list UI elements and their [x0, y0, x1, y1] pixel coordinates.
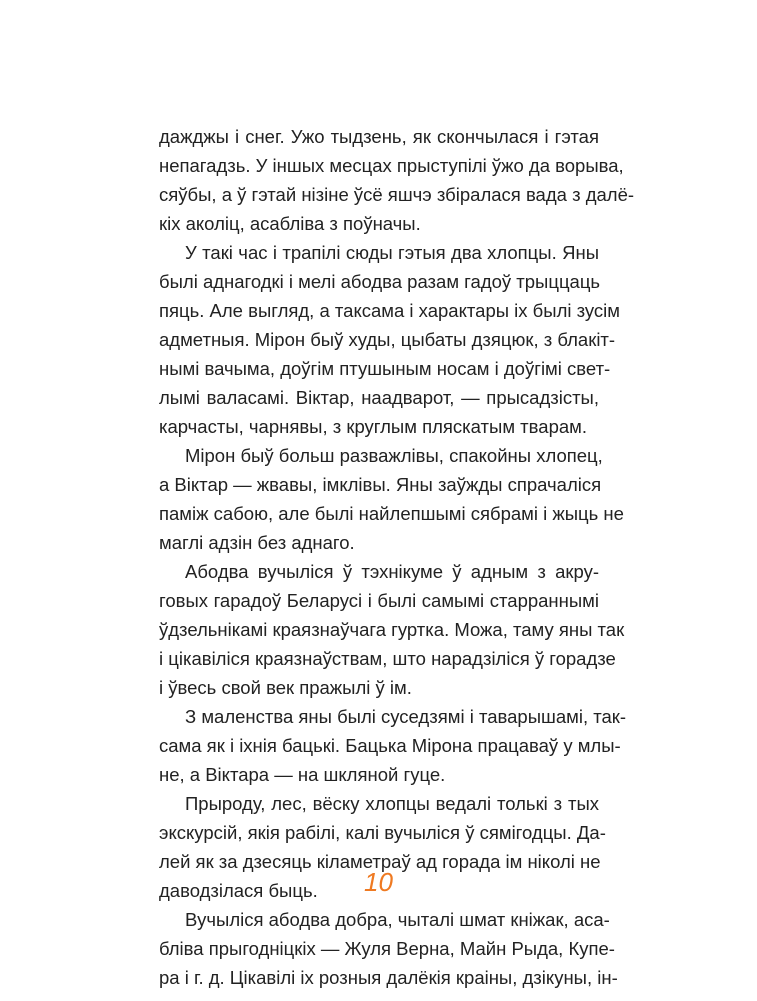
- text-line: непагадзь. У іншых месцах прыступілі ўжо да ворыва,: [159, 155, 624, 176]
- text-line: а Віктар — жвавы, імклівы. Яны заўжды спрачаліся: [159, 474, 602, 495]
- text-line: нымі вачыма, доўгім птушыным носам і доўгімі свет-: [159, 358, 611, 379]
- text-line: бліва прыгодніцкіх — Жуля Верна, Майн Рыда, Купе-: [159, 938, 615, 959]
- text-line: лей як за дзесяць кіламетраў ад горада ім ніколі не: [159, 851, 601, 872]
- text-line: і ўвесь свой век пражылі ў ім.: [159, 677, 412, 698]
- text-line: карчасты, чарнявы, з круглым пляскатым тварам.: [159, 416, 588, 437]
- page-number: 10: [364, 867, 393, 897]
- text-line: Вучыліся абодва добра, чыталі шмат кніжак, аса-: [185, 909, 610, 930]
- body-text: [159, 122, 635, 992]
- text-line: Абодва вучыліся ў тэхнікуме ў адным з акру-: [185, 561, 599, 582]
- text-line: маглі адзін без аднаго.: [159, 532, 355, 553]
- text-line: даводзілася быць.: [159, 880, 318, 901]
- text-line: сама як і іхнія бацькі. Бацька Мірона працаваў у млы-: [159, 735, 621, 756]
- text-line: говых гарадоў Беларусі і былі самымі старраннымі: [159, 590, 599, 611]
- text-line: адметныя. Мірон быў худы, цыбаты дзяцюк, з блакіт-: [159, 329, 616, 350]
- text-line: Мірон быў больш разважлівы, спакойны хлопец,: [185, 445, 603, 466]
- text-line: ўдзельнікамі краязнаўчага гуртка. Можа, таму яны так: [159, 619, 625, 640]
- text-line: сяўбы, а ў гэтай нізіне ўсё яшчэ збіралася вада з далё-: [159, 184, 635, 205]
- text-line: экскурсій, якія рабілі, калі вучыліся ў сямігодцы. Да-: [159, 822, 606, 843]
- text-line: і цікавіліся краязнаўствам, што нарадзіліся ў горадзе: [159, 648, 616, 669]
- text-line: лымі валасамі. Віктар, наадварот, — прысадзісты,: [159, 387, 599, 408]
- text-line: паміж сабою, але былі найлепшымі сябрамі і жыць не: [159, 503, 624, 524]
- text-line: дажджы і снег. Ужо тыдзень, як скончылася і гэтая: [159, 126, 599, 147]
- text-line: З маленства яны былі суседзямі і таварышамі, так-: [185, 706, 627, 727]
- text-line: не, а Віктара — на шкляной гуце.: [159, 764, 446, 785]
- text-line: Прыроду, лес, вёску хлопцы ведалі толькі з тых: [185, 793, 599, 814]
- text-line: былі аднагодкі і мелі абодва разам гадоў трыццаць: [159, 271, 601, 292]
- text-line: кіх аколіц, асабліва з поўначы.: [159, 213, 421, 234]
- text-line: У такі час і трапілі сюды гэтыя два хлопцы. Яны: [185, 242, 599, 263]
- text-line: ра і г. д. Цікавілі іх розныя далёкія краіны, дзікуны, ін-: [159, 967, 618, 988]
- text-line: пяць. Але выгляд, а таксама і характары іх былі зусім: [159, 300, 621, 321]
